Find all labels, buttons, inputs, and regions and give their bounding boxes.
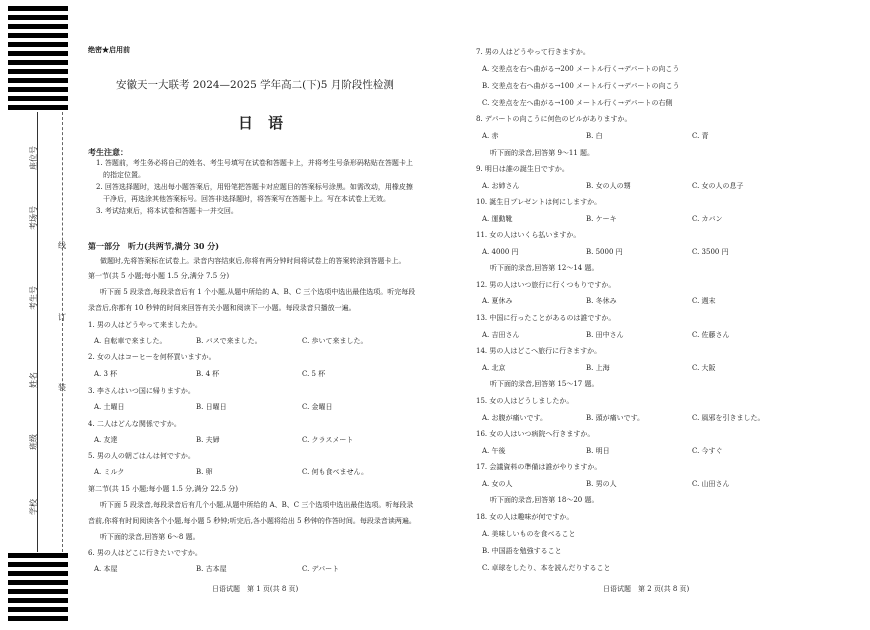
question: 18. 女の人は趣味が何ですか。 (476, 513, 574, 521)
option-a: A. 土曜日 (94, 403, 125, 411)
option-c: C. 山田さん (692, 480, 730, 488)
notice-line: 的指定位置。 (96, 171, 145, 179)
option-b: B. 卵 (196, 468, 213, 476)
option-a: A. 吉田さん (482, 331, 520, 339)
option-c: C. 大阪 (692, 364, 716, 372)
section1-title: 第一节(共 5 小题;每小题 1.5 分,满分 7.5 分) (88, 272, 230, 280)
option-b: B. 明日 (586, 447, 610, 455)
margin-stripes-top (8, 6, 68, 114)
question: 14. 男の人はどこへ旅行に行きますか。 (476, 347, 602, 355)
section2-title: 第二节(共 15 小题;每小题 1.5 分,满分 22.5 分) (88, 485, 239, 493)
option-a: A. ミルク (94, 468, 125, 476)
cut-line (62, 112, 63, 552)
exam-title: 安徽天一大联考 2024—2025 学年高二(下)5 月阶段性检测 (116, 79, 394, 91)
option-a: A. 夏休み (482, 297, 513, 305)
question: 16. 女の人はいつ病院へ行きますか。 (476, 430, 595, 438)
question: 1. 男の人はどうやって来ましたか。 (88, 321, 202, 329)
option-line: B. 中国語を勉強すること (482, 547, 562, 555)
option-line: C. 交差点を左へ曲がる→100 メートル行く→デパートの右側 (482, 99, 673, 107)
option-b: B. バスで来ました。 (196, 337, 262, 345)
option-a: A. 女の人 (482, 480, 513, 488)
option-a: A. 運動靴 (482, 215, 513, 223)
option-c: C. カバン (692, 215, 723, 223)
option-b: B. 夫婦 (196, 436, 220, 444)
question: 7. 男の人はどうやって行きますか。 (476, 48, 590, 56)
option-c: C. 週末 (692, 297, 716, 305)
question: 5. 男の人の朝ごはんは何ですか。 (88, 452, 195, 460)
option-b: B. 田中さん (586, 331, 624, 339)
question: 10. 誕生日プレゼントは何にしますか。 (476, 198, 602, 206)
part1-title: 第一部分 听力(共两节,满分 30 分) (88, 241, 220, 251)
question: 3. 李さんはいつ国に帰りますか。 (88, 387, 195, 395)
option-c: C. 今すぐ (692, 447, 723, 455)
room-label: 考场号 (29, 206, 38, 230)
option-c: C. デパート (302, 565, 340, 573)
question: 12. 男の人はいつ旅行に行くつもりですか。 (476, 281, 616, 289)
question: 9. 明日は誰の誕生日ですか。 (476, 165, 569, 173)
option-a: A. 午後 (482, 447, 506, 455)
question: 2. 女の人はコーヒーを何杯買いますか。 (88, 353, 216, 361)
option-c: C. 何も食べません。 (302, 468, 368, 476)
option-a: A. 本屋 (94, 565, 118, 573)
option-line: B. 交差点を右へ曲がる→100 メートル行く→デパートの向こう (482, 82, 680, 90)
option-c: C. 金曜日 (302, 403, 333, 411)
footer-page-2: 日语试题 第 2 页(共 8 页) (603, 585, 690, 593)
option-b: B. 頭が痛いです。 (586, 414, 645, 422)
footer-page-1: 日语试题 第 1 页(共 8 页) (212, 585, 299, 593)
subject-title: 日 语 (238, 114, 284, 132)
class-label: 班级 (29, 434, 38, 450)
question: 8. デパートの向こうに何色のビルがありますか。 (476, 115, 632, 123)
option-a: A. お姉さん (482, 182, 520, 190)
name-label: 姓名 (29, 372, 38, 388)
option-line: A. 交差点を右へ曲がる→200 メートル行く→デパートの向こう (482, 65, 680, 73)
option-b: B. 古本屋 (196, 565, 227, 573)
notice-line: 2. 回答选择题时，选出每小题答案后，用铅笔把答题卡对应题目的答案标号涂黑。如需改动，用橡皮擦 (96, 183, 413, 191)
notice-line: 1. 答题前，考生务必将自己的姓名、考生号填写在试卷和答题卡上，并将考生号条形码粘贴在答题卡上 (96, 159, 413, 167)
question: 4. 二人はどんな関係ですか。 (88, 420, 181, 428)
section2-desc: 听下面 5 段录音,每段录音后有几个小题,从题中所给的 A、B、C 三个选项中选出最佳选项。听每段录 (100, 501, 414, 509)
margin-stripes-bottom (8, 553, 68, 625)
question: 6. 男の人はどこに行きたいですか。 (88, 549, 202, 557)
listening-note: 听下面的录音,回答第 12～14 题。 (490, 264, 599, 272)
binding-order-char: 订 (58, 313, 66, 322)
question: 15. 女の人はどうしましたか。 (476, 397, 574, 405)
option-b: B. 女の人の甥 (586, 182, 631, 190)
option-c: C. 風邪を引きました。 (692, 414, 765, 422)
section2-desc: 音前,你将有时间阅读各个小题,每小题 5 秒钟;听完后,各小题将给出 5 秒钟的作答时间。每段录音读两遍。 (88, 517, 416, 525)
option-b: B. 上海 (586, 364, 610, 372)
option-c: C. 佐藤さん (692, 331, 730, 339)
listening-note: 听下面的录音,回答第 15～17 题。 (490, 380, 599, 388)
question: 17. 会議資料の準備は誰がやりますか。 (476, 463, 602, 471)
option-a: A. お腹が痛いです。 (482, 414, 547, 422)
seat-label: 座位号 (29, 146, 38, 170)
option-a: A. 友達 (94, 436, 118, 444)
option-c: C. 3500 円 (692, 248, 729, 256)
option-c: C. 女の人の息子 (692, 182, 744, 190)
question: 11. 女の人はいくら払いますか。 (476, 231, 581, 239)
option-b: B. 冬休み (586, 297, 617, 305)
option-b: B. 白 (586, 132, 603, 140)
option-b: B. 男の人 (586, 480, 617, 488)
part1-intro: 做题时,先将答案标在试卷上。录音内容结束后,你将有两分钟时间将试卷上的答案转涂到答题卡上。 (100, 257, 406, 265)
option-a: A. 3 杯 (94, 370, 118, 378)
option-b: B. 日曜日 (196, 403, 227, 411)
option-line: A. 美味しいものを食べること (482, 530, 576, 538)
option-a: A. 4000 円 (482, 248, 519, 256)
option-b: B. ケーキ (586, 215, 617, 223)
notice-line: 干净后，再选涂其他答案标号。回答非选择题时，将答案写在答题卡上。写在本试卷上无效。 (96, 195, 390, 203)
notice-line: 3. 考试结束后，将本试卷和答题卡一并交回。 (96, 207, 238, 215)
option-a: A. 自転車で来ました。 (94, 337, 167, 345)
exam-no-label: 考生号 (29, 286, 38, 310)
option-c: C. 青 (692, 132, 709, 140)
margin-line (37, 112, 38, 552)
option-c: C. クラスメート (302, 436, 354, 444)
binding-pack-char: 装 (58, 383, 66, 392)
binding-line-char: 线 (58, 241, 66, 250)
option-b: B. 5000 円 (586, 248, 623, 256)
option-a: A. 赤 (482, 132, 499, 140)
option-c: C. 5 杯 (302, 370, 326, 378)
option-line: C. 卓球をしたり、本を読んだりすること (482, 564, 611, 572)
listening-note: 听下面的录音,回答第 9～11 题。 (490, 149, 595, 157)
option-b: B. 4 杯 (196, 370, 220, 378)
section1-desc: 录音后,你都有 10 秒钟的时间来回答有关小题和阅读下一小题。每段录音只播放一遍。 (88, 304, 356, 312)
listening-note: 听下面的录音,回答第 18～20 题。 (490, 496, 599, 504)
section1-desc: 听下面 5 段录音,每段录音后有 1 个小题,从题中所给的 A、B、C 三个选项中选出最佳选项。听完每段 (100, 288, 416, 296)
notice-title: 考生注意： (88, 147, 128, 157)
school-label: 学校 (29, 499, 38, 515)
option-a: A. 北京 (482, 364, 506, 372)
option-c: C. 歩いて来ました。 (302, 337, 368, 345)
top-note: 绝密★启用前 (88, 45, 130, 54)
section2-note: 听下面的录音,回答第 6～8 题。 (100, 533, 200, 541)
question: 13. 中国に行ったことがあるのは誰ですか。 (476, 314, 616, 322)
